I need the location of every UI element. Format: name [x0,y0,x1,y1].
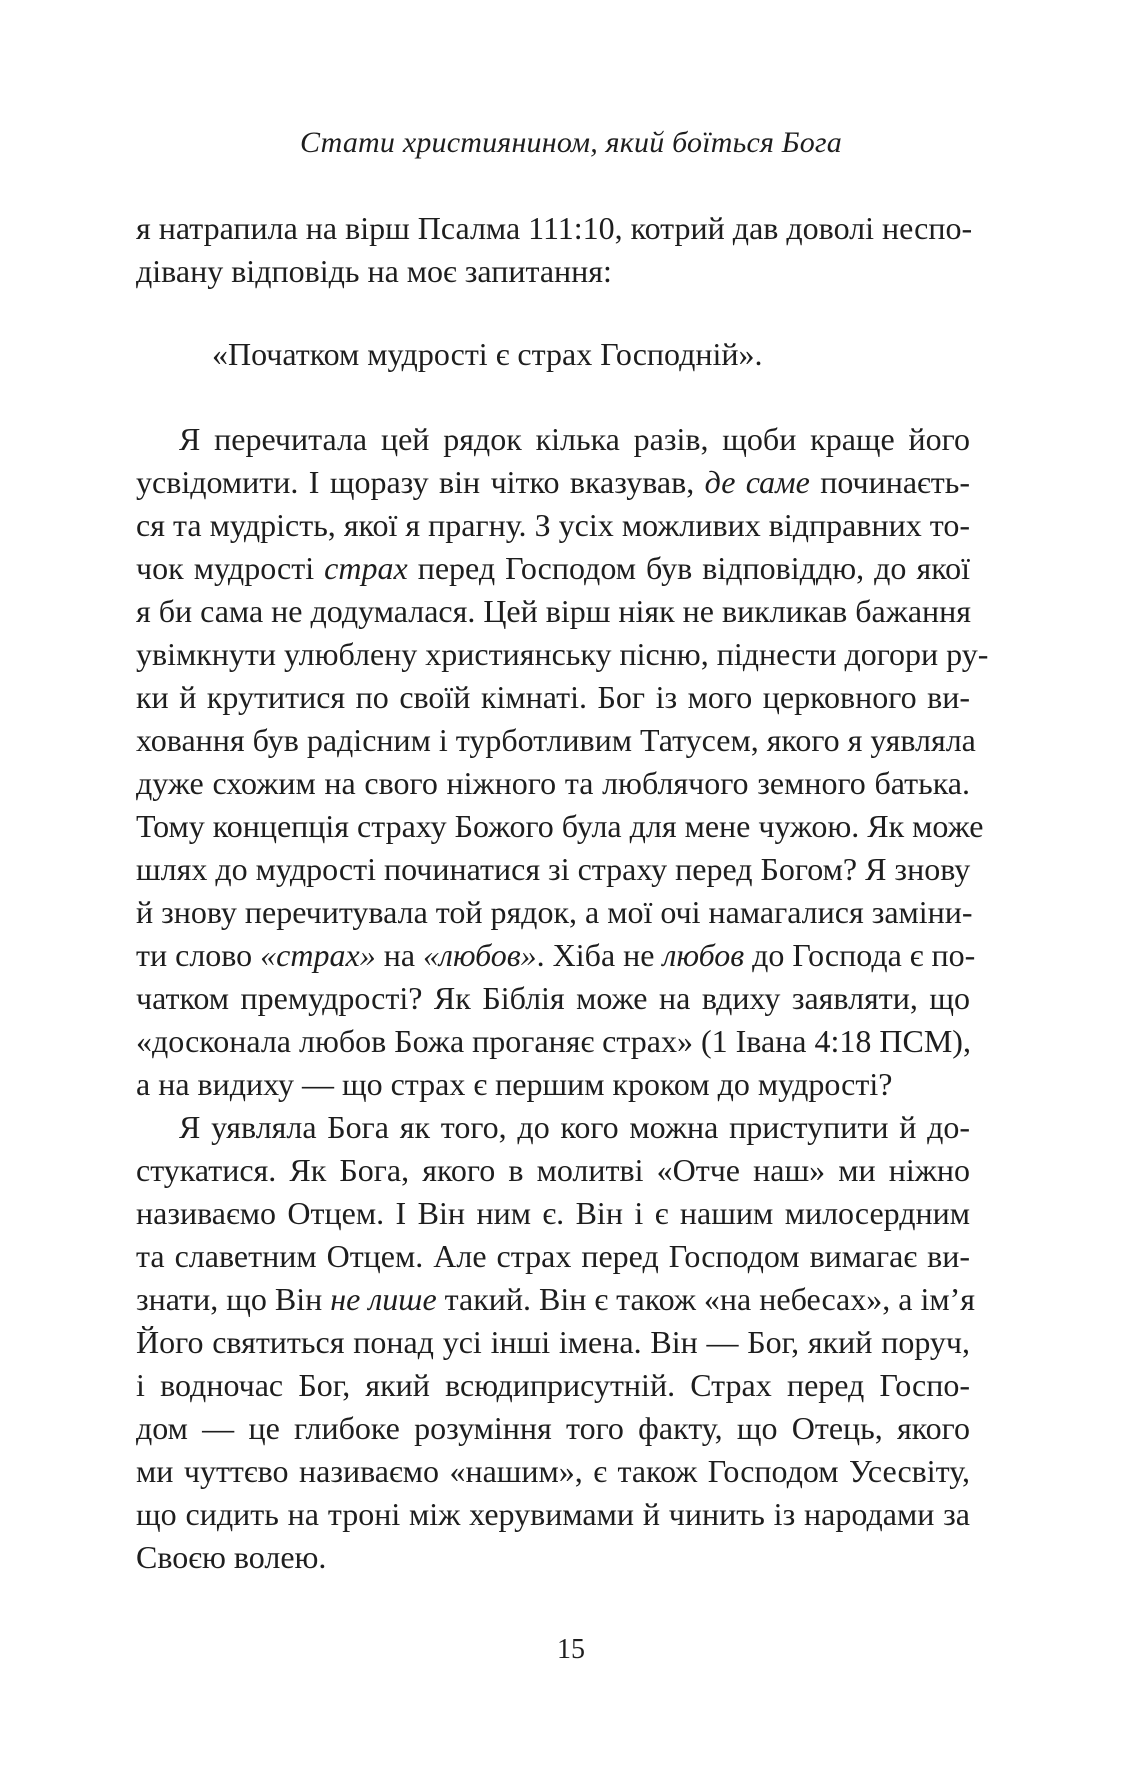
text-line: Тому концепція страху Божого була для мене чужою. Як може [136,808,984,844]
text-line: чатком премудрості? Як Біблія може на вдиху заявляти, що [136,980,970,1016]
text-line: знати, що Він не лише такий. Він є також «на небесах», а ім’я [136,1281,975,1317]
paragraph-first-line: Я перечитала цей рядок кілька разів, щоби краще його [179,421,970,457]
text-line: дівану відповідь на моє запитання: [136,253,612,289]
text-line: та славетним Отцем. Але страх перед Господом вимагає ви- [136,1238,970,1274]
text-line: увімкнути улюблену християнську пісню, піднести догори ру- [136,636,989,672]
text-line: що сидить на троні між херувимами й чинить із народами за [136,1496,970,1532]
text-line: Його святиться понад усі інші імена. Він — Бог, який поруч, [136,1324,970,1360]
text-line: ти слово «страх» на «любов». Хіба не любов до Господа є по- [136,937,976,973]
emphasis: любов [662,937,745,973]
running-head: Стати християнином, який боїться Бога [299,126,843,159]
text-line: й знову перечитувала той рядок, а мої очі намагалися заміни- [136,894,973,930]
text-line: я натрапила на вірш Псалма 111:10, котрий дав доволі неспо- [136,210,973,246]
paragraph-last-line: Своєю волею. [136,1539,327,1575]
text-line: називаємо Отцем. І Він ним є. Він і є нашим милосердним [136,1195,970,1231]
text-line: ся та мудрість, якої я прагну. З усіх можливих відправних то- [136,507,970,543]
text-line: шлях до мудрості починатися зі страху перед Богом? Я знову [136,851,971,887]
emphasis: страх [324,550,408,586]
emphasis: не лише [330,1281,437,1317]
text-line: «досконала любов Божа проганяє страх» (1 Івана 4:18 ПСМ), [136,1023,971,1059]
paragraph-last-line: а на видиху — що страх є першим кроком до мудрості? [136,1066,893,1102]
text-line: і водночас Бог, який всюдиприсутній. Страх перед Госпо- [136,1367,970,1403]
text-line: ки й крутитися по своїй кімнаті. Бог із мого церковного ви- [136,679,970,715]
page-number: 15 [557,1634,585,1665]
text-line: дом — це глибоке розуміння того факту, що Отець, якого [136,1410,970,1446]
emphasis: «страх» [260,937,376,973]
text-line: стукатися. Як Бога, якого в молитві «Отче наш» ми ніжно [136,1152,970,1188]
text-line: усвідомити. І щоразу він чітко вказував, де саме починаєть- [136,464,971,500]
text-line: ми чуттєво називаємо «нашим», є також Господом Усесвіту, [136,1453,970,1489]
paragraph-first-line: Я уявляла Бога як того, до кого можна приступити й до- [179,1109,970,1145]
emphasis: «любов» [423,937,537,973]
emphasis: де саме [704,464,810,500]
text-line: ховання був радісним і турботливим Татусем, якого я уявляла [136,722,976,758]
text-line: я би сама не додумалася. Цей вірш ніяк не викликав бажання [136,593,972,629]
scripture-quote: «Початком мудрості є страх Господній». [212,336,763,372]
text-line: дуже схожим на свого ніжного та люблячого земного батька. [136,765,970,801]
body-text [136,207,989,1579]
text-line: чок мудрості страх перед Господом був відповіддю, до якої [136,550,971,586]
